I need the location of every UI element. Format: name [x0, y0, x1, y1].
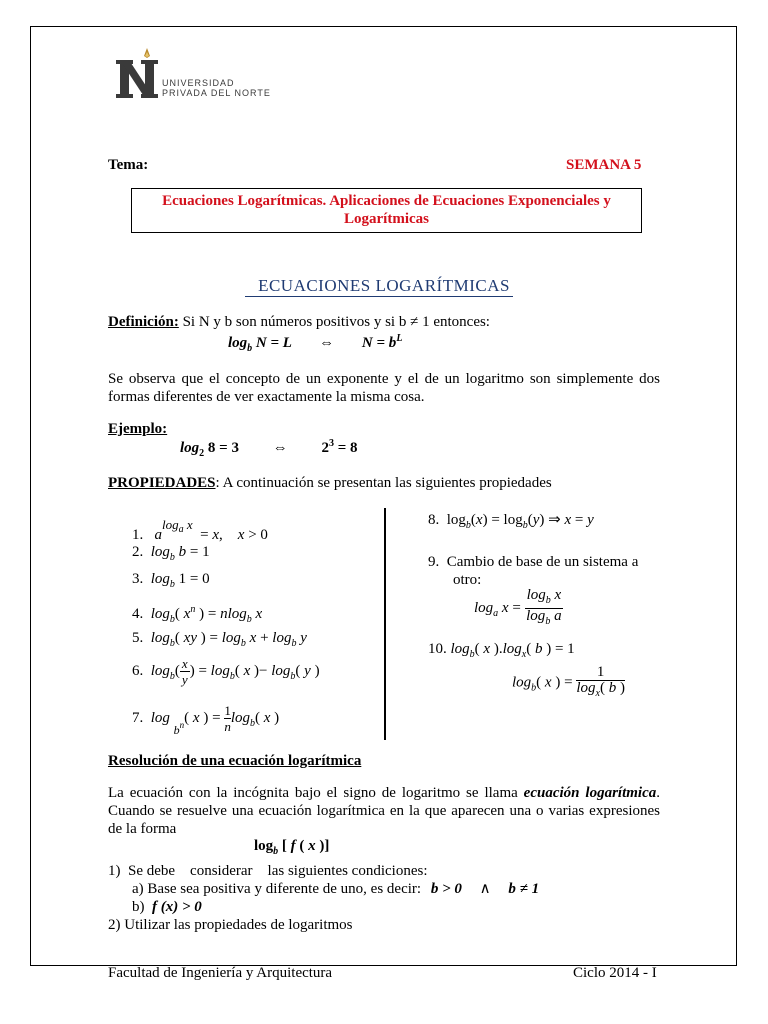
logo-name-line2: PRIVADA DEL NORTE [162, 88, 271, 98]
property-6: 6. $\log_b$( $\frac{x}{y}$ ) = $\log_b$( x )− $\log_b$( y ) [132, 656, 320, 687]
property-2: 2. $\log_b b = 1$ [132, 544, 210, 563]
example-formula: $\log_2 8 = 3$ ⇔ $2^3 = 8$ [180, 438, 358, 459]
resolution-paragraph: La ecuación con la incógnita bajo el signo de logaritmo se llama ecuación logarítmica. Cuando se resuelve una ecuación logarítmica en la que aparecen una o varias expresiones de la forma [108, 785, 660, 837]
definition-formula: $\log_b N = L$ ⇔ $N = b^L$ [228, 333, 403, 354]
section-title: ECUACIONES LOGARÍTMICAS [258, 276, 510, 295]
footer-cycle: Ciclo 2014 - I [573, 965, 657, 981]
property-8: 8. $\log_b(x) = \log_b(y)$ ⇒ x = y [428, 512, 594, 531]
university-logo [114, 46, 294, 106]
definition-text: Si N y b son números positivos y si b ≠ 1 entonces: [182, 314, 490, 330]
property-10-formula: $\log_b$( x ) = $\frac{1}{\log_x( b )}$ [512, 664, 625, 699]
property-10: 10. $\log_b$( x )$.\log_x$( b ) = 1 [428, 641, 575, 660]
step-2: 2) Utilizar las propiedades de logaritmos [108, 917, 353, 933]
property-1: 1. alog$_a$ x = x, x > 0 [132, 517, 268, 543]
topic-text: Ecuaciones Logarítmicas. Aplicaciones de Ecuaciones Exponenciales y Logarítmicas [162, 193, 611, 227]
property-9: 9. Cambio de base de un sistema a [428, 554, 639, 570]
tema-label: Tema: [108, 157, 149, 173]
topic-box [131, 188, 642, 233]
column-divider [384, 508, 386, 740]
section-title-underline [245, 296, 513, 297]
example-label: Ejemplo: [108, 421, 168, 437]
logo-name-line1: UNIVERSIDAD [162, 78, 235, 88]
footer-faculty: Facultad de Ingeniería y Arquitectura [108, 965, 333, 981]
property-5: 5. $\log_b$( xy ) = $\log_b x + \log_b y$ [132, 630, 307, 649]
property-9-cont: otro: [453, 572, 482, 588]
step-1a: a) Base sea positiva y diferente de uno, es decir: b > 0 ∧ b ≠ 1 [132, 881, 540, 897]
property-3: 3. $\log_b 1 = 0$ [132, 571, 210, 590]
properties-label: PROPIEDADES [108, 475, 216, 491]
property-9-formula: $\log_a x$ = $\frac{\log_b x}{\log_b a}$ [474, 587, 562, 627]
observation-text: Se observa que el concepto de un exponente y el de un logaritmo son simplemente dos formas diferentes de ver exactamente la misma cosa. [108, 371, 660, 405]
property-7: 7. log $_{b^n}$( x ) = $\frac{1}{n}$ $\log_b$( x ) [132, 703, 280, 737]
properties-intro: : A continuación se presentan las siguientes propiedades [215, 475, 552, 491]
property-4: 4. $\log_b$( $x^n$ ) = nlog$_b$ x [132, 604, 263, 625]
week-label: SEMANA 5 [566, 157, 642, 173]
step-1b: b) f (x) > 0 [132, 899, 202, 915]
definition-label: Definición: [108, 314, 179, 330]
resolution-form: $\log_b$ [ f ( x )] [254, 838, 330, 857]
step-1: 1) Se debe considerar las siguientes condiciones: [108, 863, 428, 879]
resolution-title: Resolución de una ecuación logarítmica [108, 753, 362, 769]
